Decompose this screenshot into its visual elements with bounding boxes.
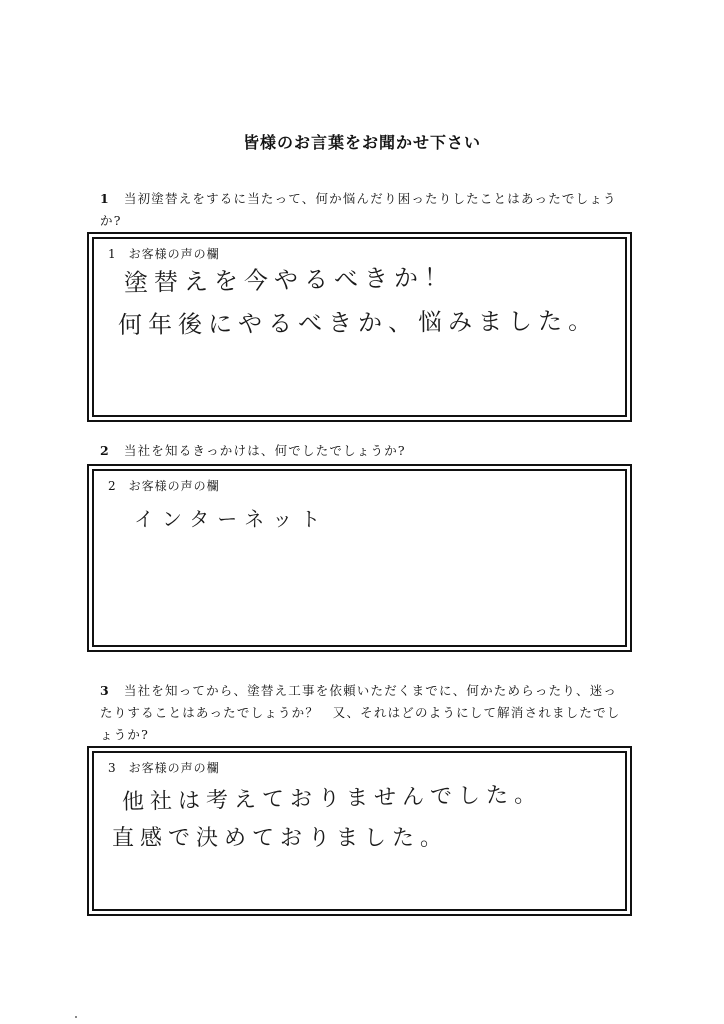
- answer-box-3-label-text: お客様の声の欄: [128, 761, 220, 775]
- answer-3-line-2: 直感で決めておりました。: [112, 826, 449, 851]
- question-2-number: 2: [100, 443, 110, 458]
- answer-2-line-1: インターネット: [134, 507, 329, 531]
- question-2-text: 当社を知るきっかけは、何でしたでしょうか?: [123, 443, 406, 458]
- answer-box-3-label-number: 3: [108, 761, 117, 775]
- question-1-number: 1: [100, 191, 110, 206]
- answer-box-2-label-number: 2: [108, 479, 117, 493]
- question-1-text: 当初塗替えをするに当たって、何か悩んだり困ったりしたことはあったでしょうか?: [100, 191, 617, 228]
- answer-1-line-2: 何年後にやるべきか、悩みました。: [117, 306, 599, 339]
- answer-box-3: [87, 746, 632, 916]
- answer-box-1-label: [108, 245, 220, 262]
- answer-box-1: [87, 232, 632, 422]
- question-3-text: 当社を知ってから、塗替え工事を依頼いただくまでに、何かためらったり、迷ったりすることはあったでしょうか？ 又、それはどのようにして解消されましたでしょうか?: [100, 683, 621, 742]
- question-1: [100, 188, 630, 232]
- question-2: [100, 440, 630, 462]
- answer-box-1-label-number: 1: [108, 247, 117, 261]
- answer-box-1-label-text: お客様の声の欄: [128, 247, 220, 261]
- answer-box-3-label: [108, 759, 220, 776]
- answer-1-line-1: 塗替えを今やるべきか！: [123, 263, 455, 297]
- page-title: 皆様のお言葉をお聞かせ下さい: [242, 133, 481, 152]
- question-3-number: 3: [100, 683, 110, 698]
- answer-box-2-inner-border: [92, 469, 627, 647]
- question-3: [100, 680, 630, 746]
- answer-3-line-1: 他社は考えておりませんでした。: [121, 782, 543, 815]
- answer-box-2: [87, 464, 632, 652]
- answer-box-1-inner-border: [92, 237, 627, 417]
- scan-speck: [75, 1016, 77, 1018]
- answer-box-3-inner-border: [92, 751, 627, 911]
- answer-box-2-label-text: お客様の声の欄: [128, 479, 220, 493]
- answer-box-2-label: [108, 477, 220, 494]
